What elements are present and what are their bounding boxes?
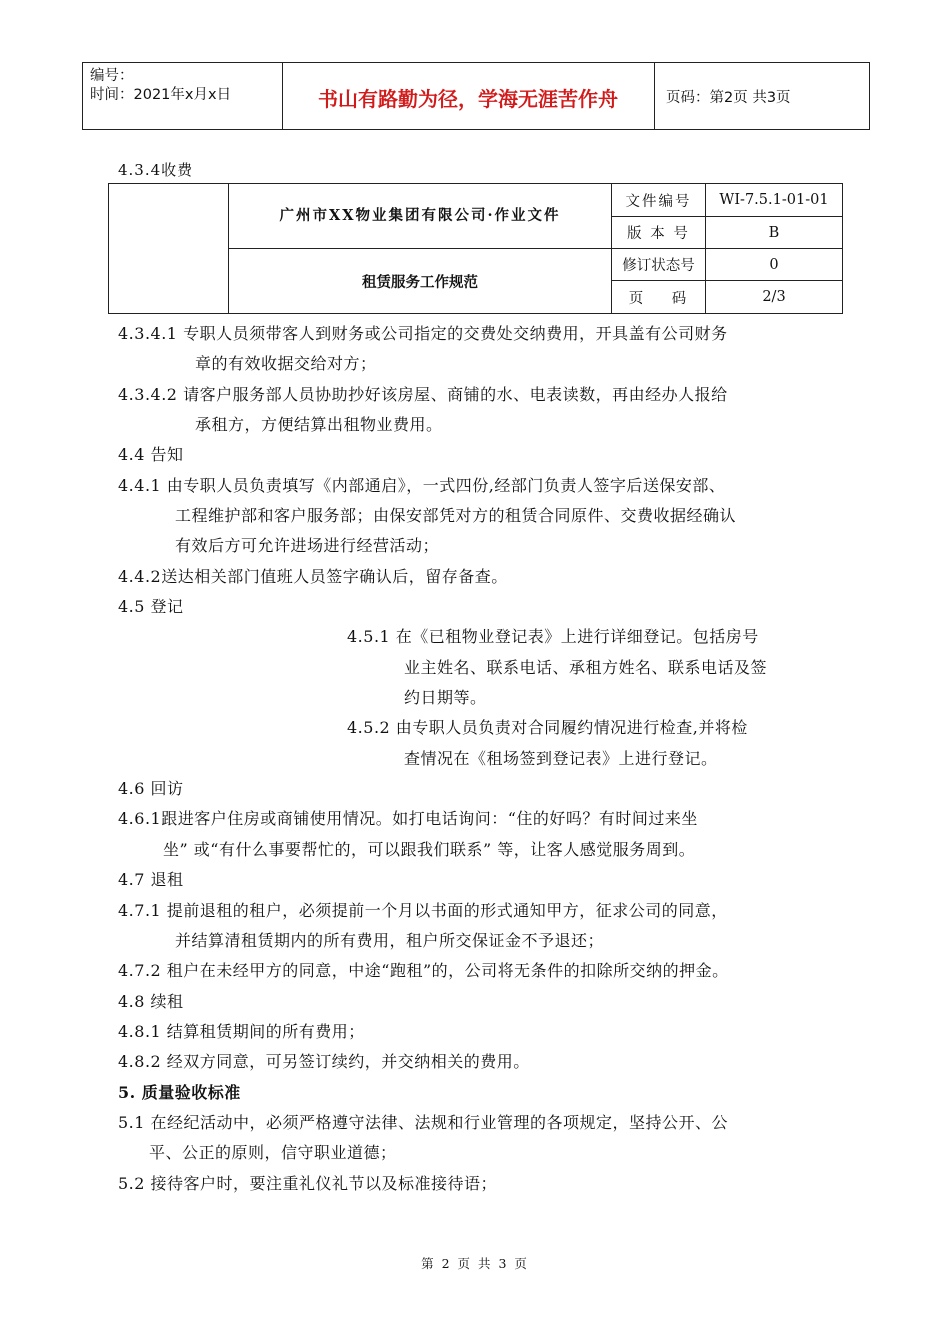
body-line: 4.4.1 由专职人员负责填写《内部通启》，一式四份,经部门负责人签字后送保安部、 (118, 476, 726, 495)
header-motto: 书山有路勤为径，学海无涯苦作舟 (318, 87, 618, 111)
body-line: 4.5 登记 (118, 597, 184, 616)
body-line: 查情况在《租场签到登记表》上进行登记。 (404, 749, 718, 768)
body-line: 章的有效收据交给对方； (195, 354, 377, 373)
body-line: 4.5.2 由专职人员负责对合同履约情况进行检查,并将检 (347, 718, 748, 737)
serial-label: 编号： (90, 68, 134, 84)
body-line: 4.4 告知 (118, 445, 184, 464)
page-header (82, 62, 870, 130)
body-line: 4.8.2 经双方同意，可另签订续约，并交纳相关的费用。 (118, 1052, 530, 1071)
version-label: 版 本 号 (612, 217, 706, 249)
revision-value: 0 (706, 249, 843, 281)
header-divider (869, 63, 870, 129)
time-label: 时间：2021年x月x日 (90, 87, 232, 103)
body-line: 4.7 退租 (118, 870, 184, 889)
body-line: 4.4.2送达相关部门值班人员签字确认后，留存备查。 (118, 567, 508, 586)
logo-cell (109, 184, 229, 314)
version-value: B (706, 217, 843, 249)
header-divider (654, 63, 655, 129)
body-line: 有效后方可允许进场进行经营活动； (175, 536, 440, 555)
body-line: 4.3.4.1 专职人员须带客人到财务或公司指定的交费处交纳费用，开具盖有公司财务 (118, 324, 728, 343)
company-name: 广州市XX物业集团有限公司·作业文件 (229, 184, 612, 249)
body-line: 并结算清租赁期内的所有费用，租户所交保证金不予退还； (175, 931, 605, 950)
body-line: 4.6 回访 (118, 779, 184, 798)
page-value: 2/3 (706, 281, 843, 314)
body-line: 4.5.1 在《已租物业登记表》上进行详细登记。包括房号 (347, 627, 759, 646)
doc-number-value: WI-7.5.1-01-01 (706, 184, 843, 217)
body-line: 4.7.1 提前退租的租户，必须提前一个月以书面的形式通知甲方，征求公司的同意， (118, 901, 728, 920)
body-line: 承租方，方便结算出租物业费用。 (195, 415, 443, 434)
doc-number-label: 文件编号 (612, 184, 706, 217)
revision-label: 修订状态号 (612, 249, 706, 281)
body-line: 4.8 续租 (118, 992, 184, 1011)
body-line: 4.7.2 租户在未经甲方的同意，中途“跑租”的，公司将无条件的扣除所交纳的押金。 (118, 961, 729, 980)
document-info-table (108, 183, 843, 314)
section-heading: 4.3.4收费 (118, 161, 194, 179)
page-footer: 第 2 页 共 3 页 (421, 1256, 529, 1271)
body-line: 4.8.1 结算租赁期间的所有费用； (118, 1022, 365, 1041)
body-line: 4.3.4.2 请客户服务部人员协助抄好该房屋、商铺的水、电表读数，再由经办人报给 (118, 385, 728, 404)
body-line: 约日期等。 (404, 688, 487, 707)
section-title: 5. 质量验收标准 (118, 1083, 241, 1102)
body-line: 工程维护部和客户服务部；由保安部凭对方的租赁合同原件、交费收据经确认 (175, 506, 737, 525)
header-page-info: 页码：第2页 共3页 (666, 90, 791, 106)
page-label: 页 码 (612, 281, 706, 314)
header-divider (82, 63, 83, 129)
body-line: 坐” 或“有什么事要帮忙的，可以跟我们联系” 等，让客人感觉服务周到。 (163, 840, 696, 859)
body-line: 平、公正的原则，信守职业道德； (149, 1143, 397, 1162)
body-line: 5.1 在经纪活动中，必须严格遵守法律、法规和行业管理的各项规定，坚持公开、公 (118, 1113, 729, 1132)
body-line: 业主姓名、联系电话、承租方姓名、联系电话及签 (404, 658, 768, 677)
document-title: 租赁服务工作规范 (229, 249, 612, 314)
header-meta (90, 67, 231, 105)
body-line: 5.2 接待客户时，要注重礼仪礼节以及标准接待语； (118, 1174, 498, 1193)
body-line: 4.6.1跟进客户住房或商铺使用情况。如打电话询问：“住的好吗？有时间过来坐 (118, 809, 698, 828)
